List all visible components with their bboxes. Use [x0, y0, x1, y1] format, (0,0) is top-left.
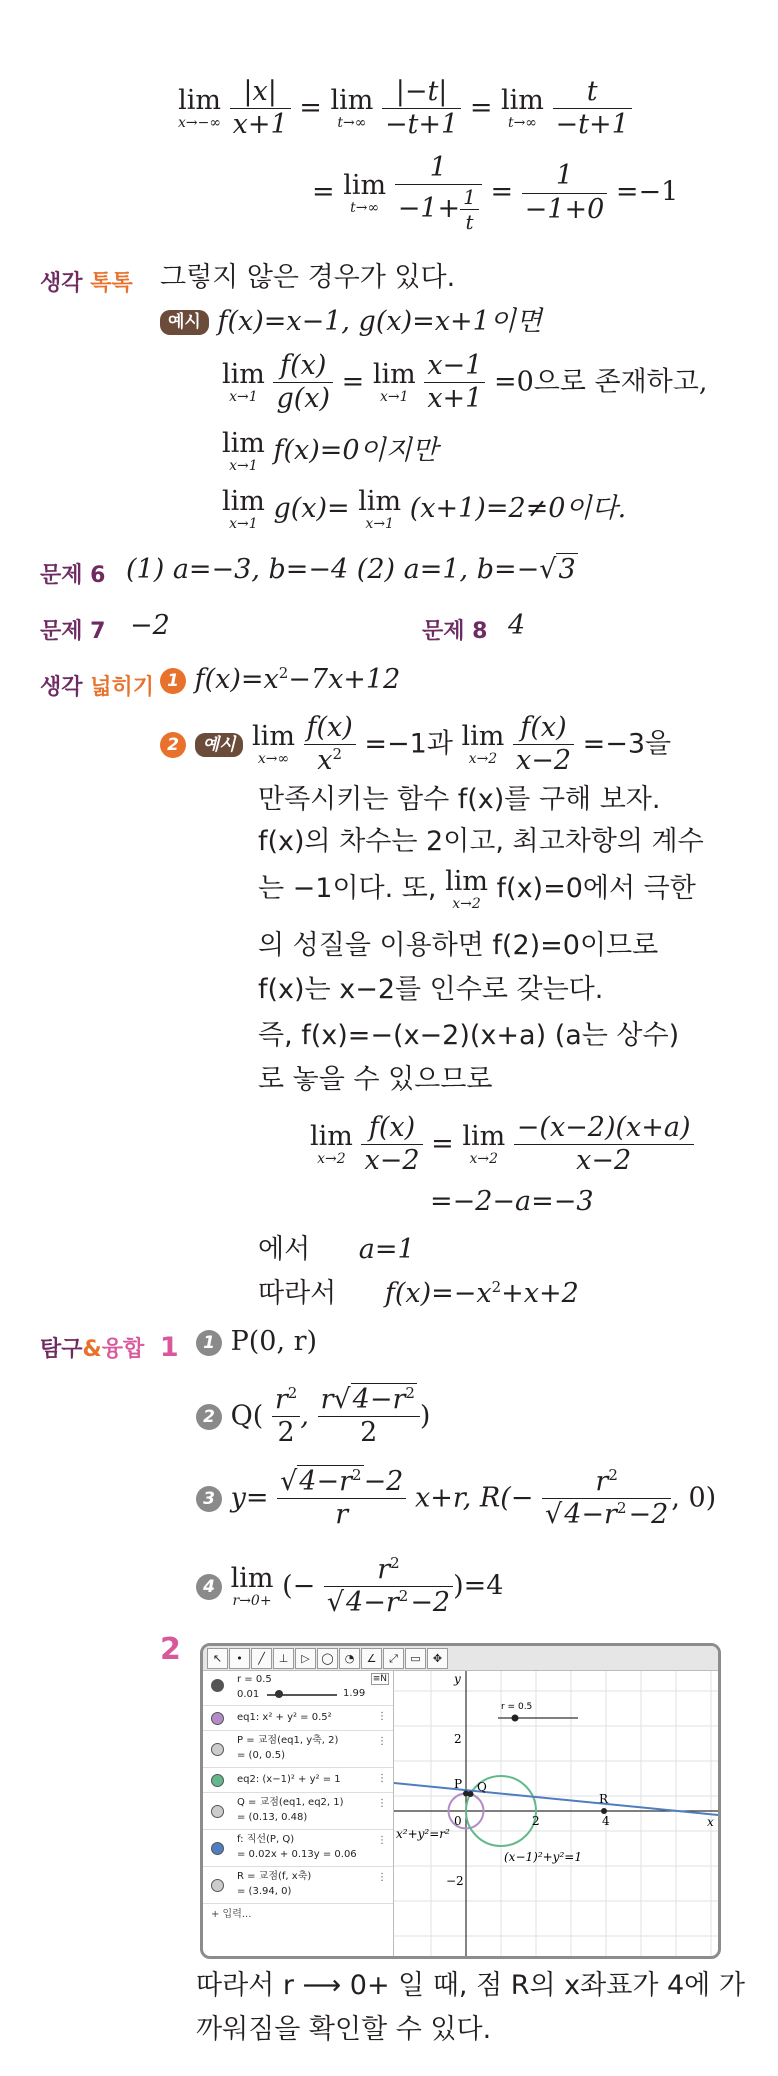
move-tool-icon[interactable]: ↖ — [207, 1648, 228, 1669]
graphics-slider-handle — [512, 1715, 519, 1722]
move-view-tool-icon[interactable]: ✥ — [427, 1648, 448, 1669]
thought-talk-example-line-2: lim x→1 $\frac{f(x)}{g(x)}$ = lim x→1 $\frac{x-1}{x+1}$ =0으로 존재하고, — [222, 350, 708, 415]
thought-expand-line-8: 로 놓을 수 있으므로 — [258, 1064, 493, 1095]
geogebra-window — [200, 1643, 721, 1959]
circled-number-2: 2 — [160, 732, 186, 758]
slider-min: 0.01 — [237, 1689, 260, 1700]
slider-max: 1.99 — [343, 1688, 366, 1699]
algebra-row-text: Q = 교점(eq1, eq2, 1) — [237, 1797, 344, 1808]
thought-expand-line-5: 의 성질을 이용하면 f(2)=0이므로 — [258, 930, 659, 961]
circled-number-1: 1 — [196, 1330, 222, 1356]
more-menu-icon[interactable]: ⋮ — [377, 1872, 387, 1883]
label-R: R — [599, 1792, 609, 1806]
more-menu-icon[interactable]: ⋮ — [377, 1773, 387, 1784]
explore-step-3: 3 y= $\frac{√4-r^2-2}{r}$ x+r, R(− $\frac{r^2}{√4-r^2-2}$ , 0) — [196, 1466, 716, 1532]
visibility-toggle-icon[interactable] — [211, 1879, 224, 1892]
algebra-row-text: P = 교점(eq1, y축, 2) — [237, 1735, 339, 1746]
algebra-row-text: R = 교점(f, x축) — [237, 1871, 312, 1882]
top-limit-line-1: lim x→−∞ $\frac{|x|}{x+1}$ = lim t→∞ $\frac{|-t|}{-t+1}$ = lim t→∞ $\frac{t}{-t+1}$ — [178, 76, 632, 142]
thought-expand-line-12: 따라서 $f(x)=-x^2+x+2$ — [258, 1278, 579, 1309]
top-limit-line-2: = lim t→∞ 1 −1+ $\frac{1}{t}$ = $\frac{1}{-1+0}$ =−1 — [312, 152, 679, 235]
circled-number-2: 2 — [196, 1404, 222, 1430]
polygon-tool-icon[interactable]: ▷ — [295, 1648, 316, 1669]
text-tool-icon[interactable]: ▭ — [405, 1648, 426, 1669]
thought-expand-label: 생각 넓히기 — [40, 675, 154, 700]
point-tool-icon[interactable]: • — [229, 1648, 250, 1669]
explore-step-1: 1 P(0, r) — [196, 1326, 317, 1358]
algebra-view — [203, 1671, 394, 1956]
arc-tool-icon[interactable]: ◔ — [339, 1648, 360, 1669]
thought-expand-item-2-line-1: 2 예시 lim x→∞ $\frac{f(x)}{x^2}$ =−1과 lim x→2 $\frac{f(x)}{x-2}$ =−3을 — [160, 712, 671, 778]
more-menu-icon[interactable]: ⋮ — [377, 1835, 387, 1846]
keyboard-icon[interactable]: ≡N — [372, 1674, 387, 1684]
tick-y-2: 2 — [454, 1732, 462, 1746]
circled-number-1: 1 — [160, 668, 186, 694]
algebra-row-eq1[interactable] — [203, 1706, 393, 1731]
circled-number-4: 4 — [196, 1574, 222, 1600]
slider-handle[interactable] — [275, 1690, 283, 1698]
thought-expand-item-1: 1 $f(x)=x^2-7x+12$ — [160, 664, 400, 696]
problem-6-answer: (1) a=−3, b=−4 (2) a=1, b=−√3 — [126, 554, 576, 585]
problem-8-label: 문제 8 — [422, 619, 488, 644]
angle-tool-icon[interactable]: ∠ — [361, 1648, 382, 1669]
point-Q — [468, 1791, 474, 1797]
algebra-row-text: eq1: x² + y² = 0.5² — [237, 1712, 332, 1723]
thought-talk-text: 그렇지 않은 경우가 있다. — [160, 262, 456, 293]
algebra-row-text: eq2: (x−1)² + y² = 1 — [237, 1774, 341, 1785]
graphics-slider-label: r = 0.5 — [501, 1702, 533, 1712]
line-PQ — [394, 1783, 718, 1815]
thought-talk-label: 생각 톡톡 — [40, 271, 133, 296]
grid-lines — [394, 1671, 718, 1956]
visibility-toggle-icon[interactable] — [211, 1774, 224, 1787]
algebra-row-eq2[interactable] — [203, 1768, 393, 1793]
geogebra-toolbar — [203, 1646, 718, 1671]
algebra-row-value: = (3.94, 0) — [237, 1886, 292, 1897]
visibility-toggle-icon[interactable] — [211, 1743, 224, 1756]
algebra-row-value: = (0, 0.5) — [237, 1750, 285, 1761]
thought-expand-line-2: 만족시키는 함수 f(x)를 구해 보자. — [258, 784, 661, 815]
more-menu-icon[interactable]: ⋮ — [377, 1798, 387, 1809]
tick-y-minus-2: −2 — [446, 1874, 464, 1888]
label-eq1: x²+y²=r² — [396, 1827, 450, 1841]
graphics-view[interactable] — [394, 1671, 718, 1956]
thought-expand-line-3: f(x)의 차수는 2이고, 최고차항의 계수 — [258, 826, 704, 857]
thought-expand-line-7: 즉, f(x)=−(x−2)(x+a) (a는 상수) — [258, 1020, 680, 1051]
y-axis-label: y — [454, 1672, 461, 1686]
thought-expand-line-11: 에서 a=1 — [258, 1234, 415, 1265]
problem-7-answer: −2 — [130, 610, 170, 641]
conclusion-line-1: 따라서 r ⟶ 0+ 일 때, 점 R의 x좌표가 4에 가 — [196, 1970, 745, 2001]
problem-6-label: 문제 6 — [40, 563, 106, 588]
thought-talk-example-line-3: lim x→1 f(x)=0이지만 — [222, 428, 438, 474]
explore-step-4: 4 lim r→0+ (− $\frac{r^2}{√4-r^2-2}$ )=4 — [196, 1554, 503, 1620]
explore-step-2: 2 Q( $\frac{r^2}{2}$ , $\frac{r√4-r^2}{2}$ ) — [196, 1384, 430, 1450]
example-badge: 예시 — [195, 733, 244, 757]
circle-tool-icon[interactable]: ◯ — [317, 1648, 338, 1669]
algebra-row-value: = 0.02x + 0.13y = 0.06 — [237, 1849, 357, 1860]
visibility-toggle-icon[interactable] — [211, 1679, 224, 1692]
circled-number-3: 3 — [196, 1486, 222, 1512]
tick-x-4: 4 — [602, 1814, 610, 1828]
more-menu-icon[interactable]: ⋮ — [377, 1711, 387, 1722]
thought-talk-example-line-4: lim x→1 g(x)= lim x→1 (x+1)=2≠0이다. — [222, 486, 627, 532]
line-tool-icon[interactable]: ╱ — [251, 1648, 272, 1669]
explore-number-2: 2 — [160, 1632, 181, 1667]
explore-label: 탐구&융합 1 — [40, 1332, 179, 1363]
thought-expand-line-9: lim x→2 $\frac{f(x)}{x-2}$ = lim x→2 $\frac{-(x-2)(x+a)}{x-2}$ — [310, 1112, 694, 1178]
label-Q: Q — [477, 1780, 487, 1794]
more-menu-icon[interactable]: ⋮ — [377, 1736, 387, 1747]
thought-expand-line-6: f(x)는 x−2를 인수로 갖는다. — [258, 974, 604, 1005]
thought-expand-line-10: =−2−a=−3 — [430, 1186, 594, 1217]
perpendicular-tool-icon[interactable]: ⊥ — [273, 1648, 294, 1669]
reflect-tool-icon[interactable]: ⤢ — [383, 1648, 404, 1669]
visibility-toggle-icon[interactable] — [211, 1712, 224, 1725]
problem-8-answer: 4 — [508, 610, 526, 641]
visibility-toggle-icon[interactable] — [211, 1805, 224, 1818]
thought-expand-line-4: 는 −1이다. 또, lim x→2 f(x)=0에서 극한 — [258, 866, 696, 912]
algebra-row-Q[interactable] — [203, 1793, 393, 1830]
label-P: P — [454, 1777, 463, 1791]
example-badge: 예시 — [160, 310, 209, 334]
x-axis-label: x — [707, 1815, 714, 1829]
algebra-row-f[interactable] — [203, 1830, 393, 1867]
problem-7-label: 문제 7 — [40, 619, 106, 644]
algebra-input-bar[interactable] — [203, 1904, 393, 1926]
visibility-toggle-icon[interactable] — [211, 1842, 224, 1855]
algebra-row-text: f: 직선(P, Q) — [237, 1834, 295, 1845]
algebra-row-value: = (0.13, 0.48) — [237, 1812, 308, 1823]
conclusion-line-2: 까워짐을 확인할 수 있다. — [196, 2014, 492, 2045]
algebra-row-text: r = 0.5 — [237, 1674, 272, 1685]
algebra-input[interactable]: + 입력... — [211, 1909, 252, 1920]
label-eq2: (x−1)²+y²=1 — [504, 1850, 582, 1864]
tick-origin: 0 — [454, 1814, 462, 1828]
algebra-row-R[interactable] — [203, 1867, 393, 1904]
thought-talk-example-line-1: 예시 f(x)=x−1, g(x)=x+1이면 — [160, 306, 542, 338]
algebra-row-P[interactable] — [203, 1731, 393, 1768]
tick-x-2: 2 — [532, 1814, 540, 1828]
algebra-row-r[interactable] — [203, 1671, 393, 1706]
